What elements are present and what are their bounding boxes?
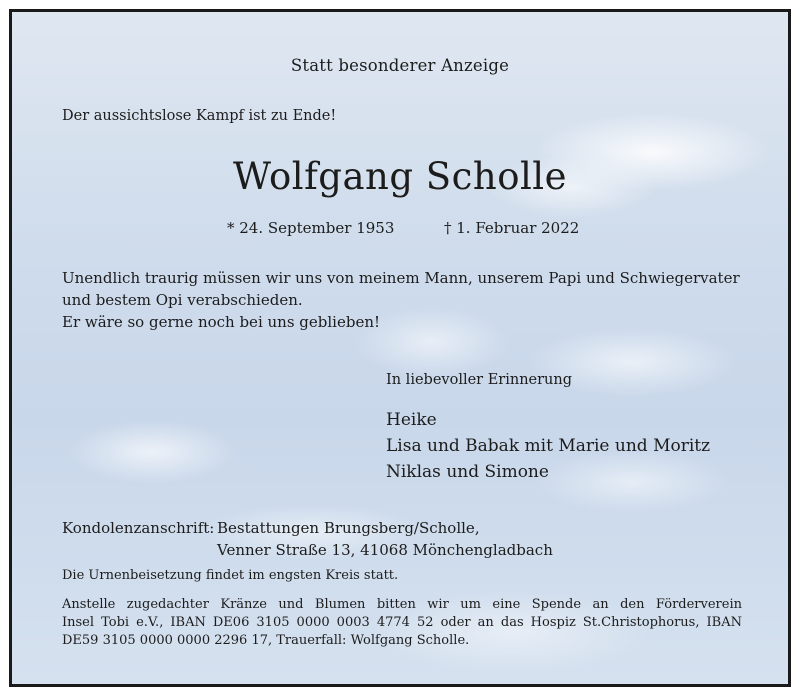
family-name: Lisa und Babak mit Marie und Moritz	[386, 436, 711, 456]
family-name: Heike	[386, 410, 437, 430]
condolence-label: Kondolenzanschrift:	[62, 519, 215, 537]
obituary-frame	[9, 9, 791, 687]
death-date: † 1. Februar 2022	[444, 219, 580, 237]
message-line: und bestem Opi verabschieden.	[62, 291, 303, 309]
donation-line: Insel Tobi e.V., IBAN DE06 3105 0000 0003 4774 52 oder an das Hospiz St.Christophorus, IBAN	[62, 615, 742, 630]
donation-line: DE59 3105 0000 0000 2296 17, Trauerfall: Wolfgang Scholle.	[62, 633, 470, 648]
deceased-name: Wolfgang Scholle	[232, 155, 568, 198]
condolence-line: Bestattungen Brungsberg/Scholle,	[217, 519, 480, 537]
notice-heading: Statt besonderer Anzeige	[290, 56, 510, 75]
donation-line: Anstelle zugedachter Kränze und Blumen bitten wir um eine Spende an den Förderverein	[62, 597, 742, 612]
birth-date: * 24. September 1953	[227, 219, 395, 237]
family-name: Niklas und Simone	[386, 462, 549, 482]
donation-note	[62, 596, 742, 650]
motto-text: Der aussichtslose Kampf ist zu Ende!	[62, 108, 337, 124]
mourning-message	[62, 267, 740, 333]
memory-line: In liebevoller Erinnerung	[386, 372, 573, 388]
family-names	[386, 407, 710, 485]
condolence-line: Venner Straße 13, 41068 Mönchengladbach	[217, 541, 553, 559]
message-line: Er wäre so gerne noch bei uns geblieben!	[62, 313, 381, 331]
message-line: Unendlich traurig müssen wir uns von meinem Mann, unserem Papi und Schwiegervater	[62, 269, 740, 287]
urn-burial-note: Die Urnenbeisetzung findet im engsten Kreis statt.	[62, 568, 399, 583]
